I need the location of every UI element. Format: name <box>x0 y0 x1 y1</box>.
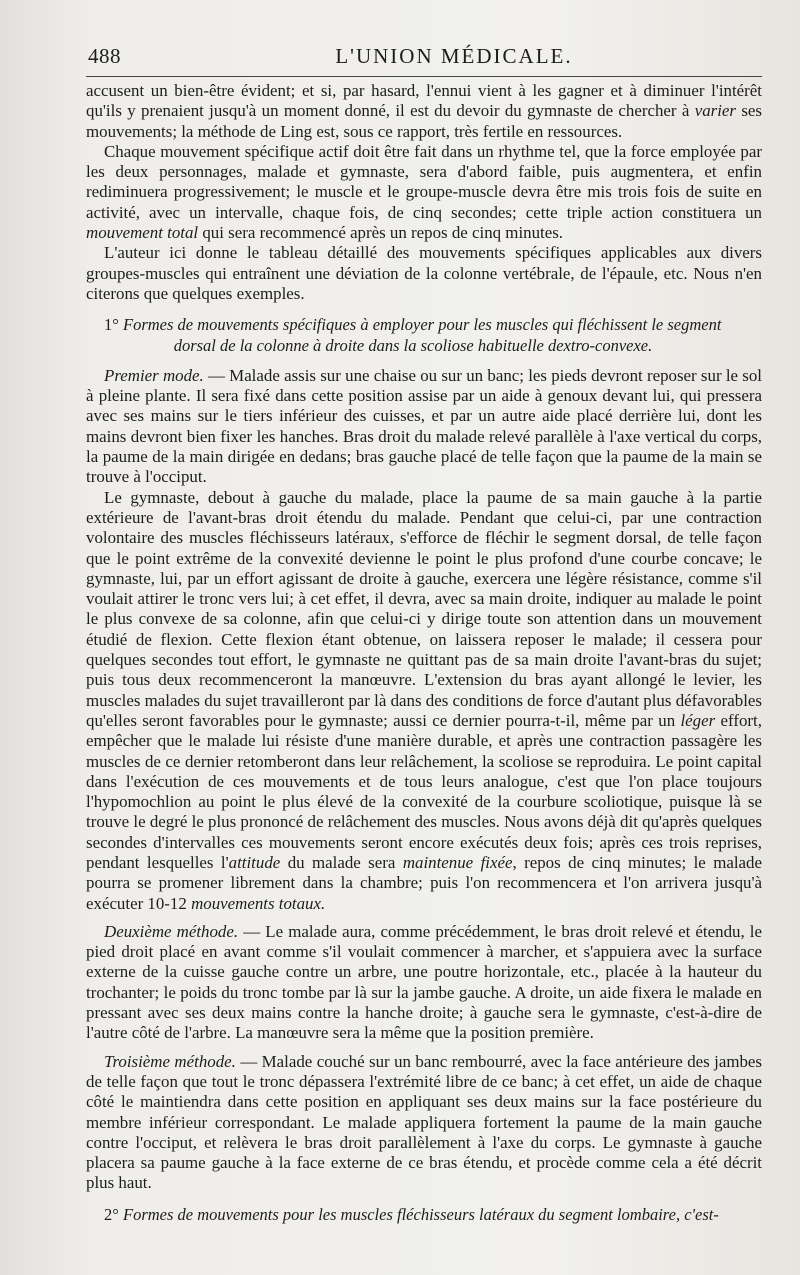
paragraph-deuxieme-methode: Deuxième méthode. — Le malade aura, comme précédemment, le bras droit relevé et étendu, le pied droit placé en avant comme s'il voulait commencer à marcher, et s'appuiera avec la surface externe de la cuisse gauche contre un arbre, une poutre horizontale, etc., placée à la hauteur du trochanter; le poids du tronc tombe par là sur la jambe gauche. A droite, un aide fixera le malade en pressant avec ses deux mains contre la hanche droite; à gauche sera le gymnaste, c'est-à-dire de l'autre côté de l'arbre. La manœuvre sera la même que la position première. <box>86 921 762 1043</box>
paragraph-premier-mode: Premier mode. — Malade assis sur une chaise ou sur un banc; les pieds devront reposer sur le sol à pleine plante. Il sera fixé dans cette position assise par un aide à genoux devant lui, qui pressera avec ses mains sur le tiers inférieur des cuisses, et par un autre aide placé derrière lui, dont les mains devront bien fixer les hanches. Bras droit du malade relevé parallèle à l'axe vertical du corps, la paume de la main dirigée en dedans; bras gauche placé de telle façon que la paume de la main se trouve à l'occiput. <box>86 365 762 487</box>
running-head <box>86 42 762 77</box>
paragraph-3: L'auteur ici donne le tableau détaillé des mouvements spécifiques applicables aux divers groupes-muscles qui entraînent une déviation de la colonne vertébrale, de l'épaule, etc. Nous n'en citerons que quelques exemples. <box>86 243 762 303</box>
article-body <box>86 81 762 1225</box>
journal-title: L'UNION MÉDICALE. <box>335 44 573 68</box>
page-number: 488 <box>88 44 121 68</box>
paragraph-1: accusent un bien-être évident; et si, par hasard, l'ennui vient à les gagner et à diminuer l'intérêt qu'ils y prenaient jusqu'à un moment donné, il est du devoir du gymnaste de chercher à varier ses mouvements; la méthode de Ling est, sous ce rapport, très fertile en ressources. <box>86 81 762 141</box>
section-heading-2: 2° Formes de mouvements pour les muscles fléchisseurs latéraux du segment lombaire, c'est- <box>104 1204 719 1224</box>
paragraph-gymnaste: Le gymnaste, debout à gauche du malade, place la paume de sa main gauche à la partie extérieure de l'avant-bras droit étendu du malade. Pendant que celui-ci, par une contraction volontaire des muscles fléchisseurs latéraux, s'efforce de fléchir le segment dorsal, de telle façon que le point extrême de la convexité devienne le point le plus profond d'une courbe concave; le gymnaste, lui, par un effort agissant de droite à gauche, exercera une légère résistance, comme s'il voulait attirer le tronc vers lui; à cet effet, il devra, avec sa main droite, indiquer au malade le point le plus convexe de sa colonne, afin que celui-ci y dirige toute son attention dans un mouvement étudié de flexion. Cette flexion étant obtenue, on laissera reposer le malade; il cessera pour quelques secondes tout effort, le gymnaste ne quittant pas de sa main droite l'avant-bras du sujet; puis tous deux recommenceront la manœuvre. L'extension du bras ayant allongé le levier, les muscles malades du sujet travailleront par là dans des conditions de force d'autant plus défavorables qu'elles seront favorables pour le gymnaste; aussi ce dernier pourra-t-il, même par un léger effort, empêcher que le malade lui résiste d'une manière durable, et après une contraction passagère les muscles de ce dernier retomberont dans leur relâchement, la scoliose se reproduira. Le point capital dans l'exécution de ces mouvements et de tous leurs analogue, c'est que l'on place toujours l'hypomochlion au point le plus élevé de la convexité de la courbure scoliotique, puisque là se trouve le degré le plus prononcé de relâchement des muscles. Nous avons déjà dit qu'après quelques secondes d'intervalles ces mouvements seront encore exécutés deux fois; après ces trois reprises, pendant lesquelles l'attitude du malade sera maintenue fixée, repos de cinq minutes; le malade pourra se promener librement dans la chambre; puis l'on recommencera et l'on arrivera jusqu'à exécuter 10-12 mouvements totaux. <box>86 487 762 913</box>
section-heading-1: 1° Formes de mouvements spécifiques à employer pour les muscles qui fléchissent le segment dorsal de la colonne à droite dans la scoliose habituelle dextro-convexe. <box>104 315 722 355</box>
paragraph-troisieme-methode: Troisième méthode. — Malade couché sur un banc rembourré, avec la face antérieure des jambes de telle façon que tout le tronc dépassera l'extrémité libre de ce banc; à cet effet, un aide de chaque côté le maintiendra dans cette position en appliquant ses deux mains sur la face postérieure du membre inférieur correspondant. Le malade appliquera fortement la paume de la main gauche contre l'occiput, et relèvera le bras droit parallèlement à l'axe du corps. Le gymnaste à gauche placera sa paume gauche à la face externe de ce bras étendu, et procède comme cela a été décrit plus haut. <box>86 1051 762 1193</box>
paragraph-2: Chaque mouvement spécifique actif doit être fait dans un rhythme tel, que la force employée par les deux personnages, malade et gymnaste, sera d'abord faible, puis augmentera, et enfin rediminuera progressivement; le muscle et le groupe-muscle devra être mis trois fois de suite en activité, avec un intervalle, chaque fois, de cinq secondes; cette triple action constituera un mouvement total qui sera recommencé après un repos de cinq minutes. <box>86 141 762 243</box>
